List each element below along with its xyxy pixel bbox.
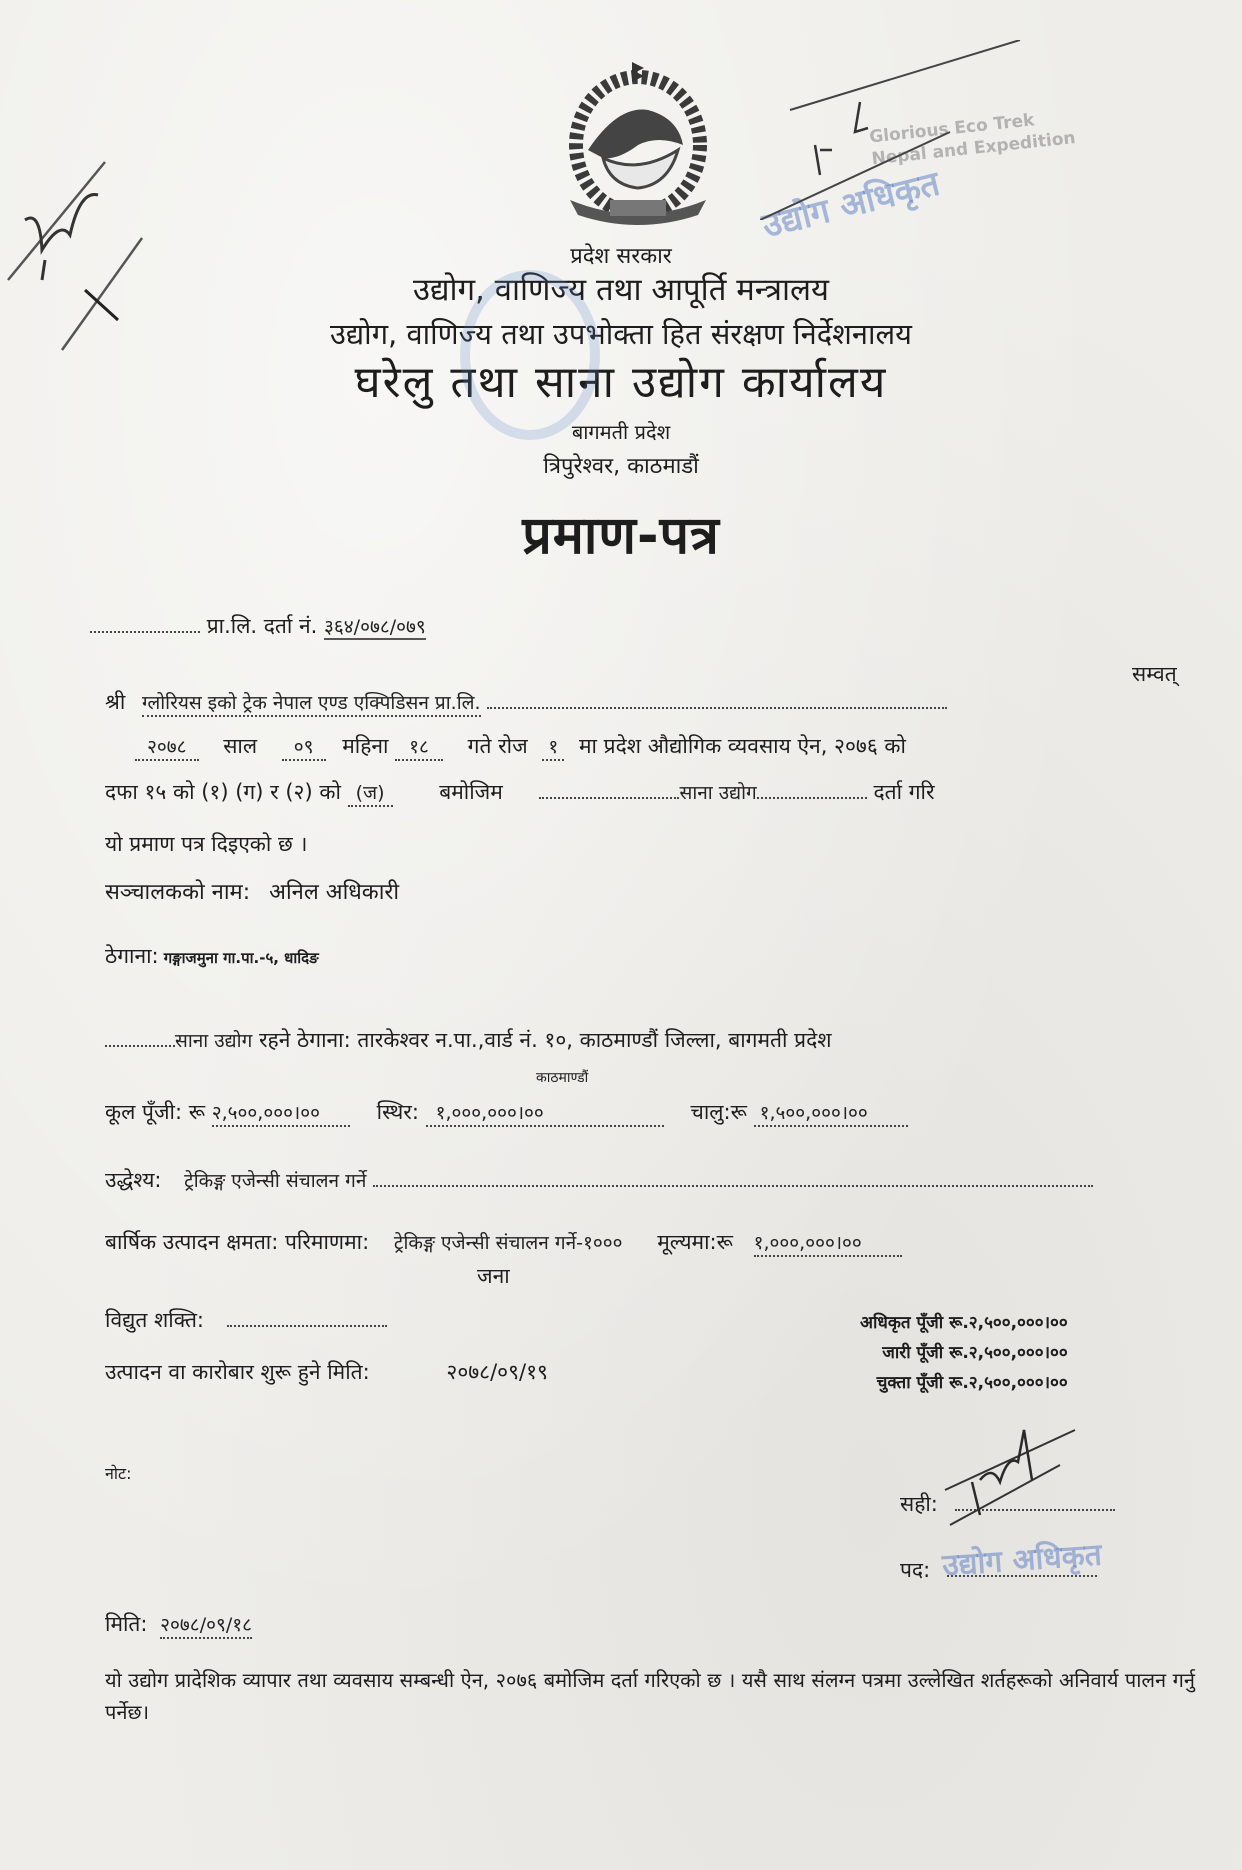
signature-label: सही: xyxy=(900,1492,938,1516)
dotted-fill xyxy=(373,1185,1093,1187)
industry-location-row xyxy=(105,1026,832,1054)
year-label: साल xyxy=(223,734,258,758)
current-capital-value: १,५००,०००।०० xyxy=(754,1099,908,1127)
operator-row xyxy=(105,876,399,906)
share-capital-value: रू.२,५००,०००।०० xyxy=(949,1313,1068,1333)
day-value: १८ xyxy=(395,733,443,761)
dotted-fill xyxy=(105,1045,175,1047)
signature-scribble-icon xyxy=(940,1420,1080,1530)
dotted-fill xyxy=(757,797,867,799)
share-capital-label: अधिकृत पूँजी xyxy=(860,1313,944,1333)
total-capital-label: कूल पूँजी: रू xyxy=(105,1100,206,1124)
registration-number: ३६४/०७८/०७९ xyxy=(324,616,426,638)
registration-label: प्रा.लि. दर्ता नं. xyxy=(206,614,318,638)
day-label: गते रोज xyxy=(467,734,528,758)
operator-address: गङ्गाजमुना गा.पा.-५, धादिङ xyxy=(163,949,319,967)
industry-location-label: रहने ठेगाना: xyxy=(258,1028,351,1052)
fixed-capital-label: स्थिर: xyxy=(376,1100,419,1124)
issued-statement: यो प्रमाण पत्र दिइएको छ । xyxy=(105,832,308,856)
dotted-fill xyxy=(539,797,679,799)
date-row xyxy=(135,732,906,761)
registration-row xyxy=(90,612,426,640)
operator-address-row xyxy=(105,942,319,970)
industry-type: साना उद्योग xyxy=(679,782,757,804)
share-capital-value: रू.२,५००,०००।०० xyxy=(949,1373,1068,1393)
annual-value-label: मूल्यमा:रू xyxy=(657,1230,733,1254)
annual-capacity-quantity: ट्रेकिङ्ग एजेन्सी संचालन गर्ने-१००० xyxy=(393,1232,623,1254)
start-date-label: उत्पादन वा कारोबार शुरू हुने मिति: xyxy=(105,1360,370,1384)
note-label: नोट: xyxy=(105,1464,132,1483)
margin-scribble-icon xyxy=(0,140,200,360)
shri-label: श्री xyxy=(105,690,126,714)
annual-value: १,०००,०००।०० xyxy=(754,1229,902,1257)
capital-row xyxy=(105,1098,908,1127)
government-label: प्रदेश सरकार xyxy=(570,244,672,269)
company-row xyxy=(105,688,947,717)
post-label: पद: xyxy=(900,1558,931,1582)
start-date-row xyxy=(105,1358,548,1386)
post-stamp: उद्योग अधिकृत xyxy=(941,1537,1103,1584)
share-capital-block xyxy=(860,1308,1068,1398)
electricity-row xyxy=(105,1306,387,1334)
weekday-value: १ xyxy=(542,733,564,761)
officer-stamp: उद्योग अधिकृत xyxy=(758,163,944,247)
registered-label: दर्ता गरि xyxy=(873,780,935,804)
round-stamp xyxy=(460,270,600,440)
section-prefix: दफा १५ को (१) (ग) र (२) को xyxy=(105,780,341,804)
industry-location-sub: काठमाण्डौं xyxy=(536,1070,589,1086)
section-row xyxy=(105,778,935,807)
annual-capacity-label: बार्षिक उत्पादन क्षमता: परिमाणमा: xyxy=(105,1230,370,1254)
share-capital-value: रू.२,५००,०००।०० xyxy=(949,1343,1068,1363)
industry-location-prefix: साना उद्योग xyxy=(175,1030,253,1052)
industry-location-value: तारकेश्वर न.पा.,वार्ड नं. १०, काठमाण्डौं जिल्ला, बागमती प्रदेश xyxy=(357,1028,832,1052)
company-name: ग्लोरियस इको ट्रेक नेपाल एण्ड एक्पिडिसन प्रा.लि. xyxy=(142,689,481,717)
samvat-label: सम्वत् xyxy=(1132,662,1177,686)
operator-name-label: सञ्चालकको नाम: xyxy=(105,880,251,905)
province-name: बागमती प्रदेश xyxy=(571,420,671,444)
share-capital-label: जारी पूँजी xyxy=(882,1343,944,1363)
certificate-title: प्रमाण-पत्र xyxy=(522,506,720,566)
share-capital-item xyxy=(860,1368,1068,1398)
according-label: बमोजिम xyxy=(439,780,503,804)
share-capital-item xyxy=(860,1338,1068,1368)
share-capital-label: चुक्ता पूँजी xyxy=(876,1373,944,1393)
dotted-fill xyxy=(487,707,947,709)
current-capital-label: चालु:रू xyxy=(690,1100,747,1124)
annual-capacity-unit: जना xyxy=(477,1264,510,1288)
operator-name: अनिल अधिकारी xyxy=(269,880,400,905)
objective-value: ट्रेकिङ्ग एजेन्सी संचालन गर्ने xyxy=(184,1170,367,1192)
objective-label: उद्धेश्य: xyxy=(105,1168,162,1192)
office-name: घरेलु तथा साना उद्योग कार्यालय xyxy=(354,357,888,408)
act-text: मा प्रदेश औद्योगिक व्यवसाय ऐन, २०७६ को xyxy=(578,734,906,758)
ministry-name: उद्योग, वाणिज्य तथा आपूर्ति मन्त्रालय xyxy=(413,272,829,308)
section-clause: (ज) xyxy=(348,779,393,807)
electricity-value xyxy=(227,1325,387,1327)
total-capital-value: २,५००,०००।०० xyxy=(212,1099,350,1127)
footer-text: यो उद्योग प्रादेशिक व्यापार तथा व्यवसाय सम्बन्धी ऐन, २०७६ बमोजिम दर्ता गरिएको छ । यसै साथ संलग्न पत्रमा उल्लेखित शर्तहरूको अनिवार्य पालन गर्नु पर्नेछ। xyxy=(105,1668,1195,1724)
month-value: ०९ xyxy=(282,733,326,761)
office-address: त्रिपुरेश्वर, काठमाडौं xyxy=(543,454,699,479)
start-date-value: २०७८/०९/१९ xyxy=(446,1360,548,1384)
dotted-fill xyxy=(90,631,200,633)
fixed-capital-value: १,०००,०००।०० xyxy=(426,1099,664,1127)
issue-date-row xyxy=(105,1610,252,1639)
annual-capacity-row xyxy=(105,1228,902,1257)
company-stamp: Glorious Eco Trek Nepal and Expedition xyxy=(868,110,1077,170)
initials-icon xyxy=(760,40,1040,220)
share-capital-item xyxy=(860,1308,1068,1338)
nepal-emblem-icon xyxy=(548,50,728,230)
electricity-label: विद्युत शक्ति: xyxy=(105,1308,205,1332)
issue-date-value: २०७८/०९/१८ xyxy=(160,1611,252,1639)
year-value: २०७८ xyxy=(135,733,199,761)
issue-date-label: मिति: xyxy=(105,1612,148,1636)
operator-address-label: ठेगाना: xyxy=(105,944,159,968)
month-label: महिना xyxy=(342,734,389,758)
directorate-name: उद्योग, वाणिज्य तथा उपभोक्ता हित संरक्षण निर्देशनालय xyxy=(330,317,912,351)
objective-row xyxy=(105,1166,1093,1194)
